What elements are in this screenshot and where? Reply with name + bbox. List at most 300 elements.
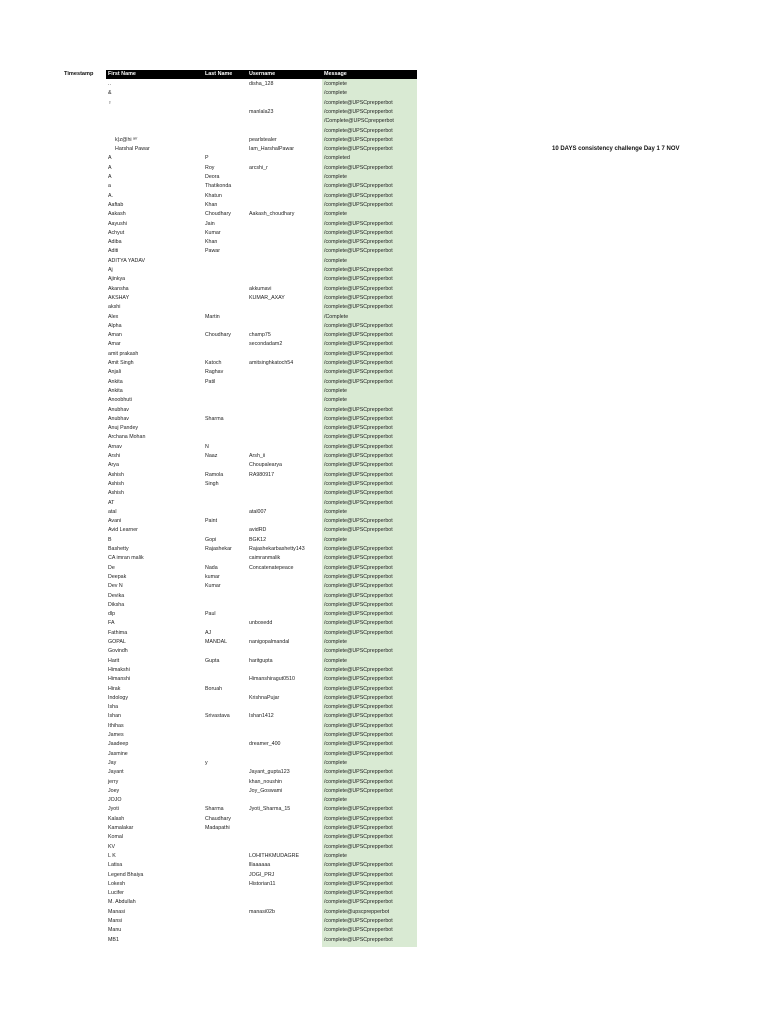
table-row bbox=[0, 471, 768, 480]
first-name-cell: KV bbox=[108, 843, 116, 850]
first-name-cell: Jayant bbox=[108, 769, 124, 776]
last-name-cell: N bbox=[205, 443, 209, 450]
first-name-cell: Aayushi bbox=[108, 220, 127, 227]
table-row bbox=[0, 629, 768, 638]
last-name-cell: MANDAL bbox=[205, 639, 228, 645]
table-row bbox=[0, 303, 768, 312]
message-cell: /complete@UPSCprepperbot bbox=[324, 304, 393, 311]
message-cell: /complete@UPSCprepperbot bbox=[324, 750, 393, 757]
first-name-cell: Achyut bbox=[108, 229, 125, 236]
table-row bbox=[0, 852, 768, 861]
last-name-cell: Kumar bbox=[205, 583, 221, 590]
message-cell: /complete@UPSCprepperbot bbox=[324, 471, 393, 478]
message-cell: /complete@UPSCprepperbot bbox=[324, 918, 393, 924]
message-cell: /complete bbox=[324, 90, 347, 97]
message-cell: /complete@UPSCprepperbot bbox=[324, 267, 393, 273]
first-name-cell: Ajinkya bbox=[108, 276, 126, 283]
first-name-cell: A bbox=[108, 174, 112, 180]
table-row bbox=[0, 685, 768, 694]
first-name-cell: Jasmine bbox=[108, 750, 128, 757]
message-cell: /complete@UPSCprepperbot bbox=[324, 229, 393, 236]
table-row bbox=[0, 675, 768, 684]
first-name-cell: Aj bbox=[108, 267, 113, 273]
table-row bbox=[0, 154, 768, 163]
username-cell: haritgupta bbox=[249, 657, 273, 664]
first-name-cell: Lucifer bbox=[108, 890, 124, 897]
table-row bbox=[0, 833, 768, 842]
last-name-cell: Boruah bbox=[205, 685, 223, 692]
first-name-cell: Ankita bbox=[108, 378, 123, 385]
message-cell: /complete bbox=[324, 174, 347, 180]
first-name-cell: B bbox=[108, 536, 112, 543]
first-name-cell: Diksha bbox=[108, 601, 125, 608]
table-row bbox=[0, 173, 768, 182]
first-name-cell: Ishan bbox=[108, 713, 121, 720]
first-name-cell: Fathima bbox=[108, 629, 128, 636]
last-name-cell: Khan bbox=[205, 239, 218, 246]
first-name-cell: Manu bbox=[108, 927, 122, 934]
username-cell: akkumavi bbox=[249, 285, 272, 292]
first-name-cell: Amit Singh bbox=[108, 360, 134, 366]
table-row bbox=[0, 564, 768, 573]
message-cell: /Complete bbox=[324, 313, 349, 320]
table-row bbox=[0, 601, 768, 610]
message-cell: /complete@UPSCprepperbot bbox=[324, 666, 393, 673]
table-row bbox=[0, 396, 768, 405]
table-row bbox=[0, 750, 768, 759]
first-name-cell: MB1 bbox=[108, 936, 119, 943]
message-cell: /complete@UPSCprepperbot bbox=[324, 276, 393, 283]
first-name-cell: Aditi bbox=[108, 248, 119, 255]
message-cell: /complete@UPSCprepperbot bbox=[324, 583, 393, 590]
table-row bbox=[0, 182, 768, 191]
message-cell: /complete@UPSCprepperbot bbox=[324, 732, 393, 738]
first-name-cell: .. bbox=[108, 81, 111, 87]
table-row bbox=[0, 89, 768, 98]
message-cell: /complete@UPSCprepperbot bbox=[324, 546, 393, 552]
table-row bbox=[0, 871, 768, 880]
first-name-cell: GOPAL bbox=[108, 639, 126, 645]
username-cell: dreamer_400 bbox=[249, 741, 281, 748]
last-name-cell: Choudhary bbox=[205, 332, 231, 339]
username-cell: LOHITHKMUDAGRE bbox=[249, 852, 300, 859]
table-row bbox=[0, 99, 768, 108]
challenge-note: 10 DAYS consistency challenge Day 1 7 NOV bbox=[552, 146, 680, 152]
table-row bbox=[0, 499, 768, 508]
username-cell: Aakash_choudhary bbox=[249, 211, 295, 218]
message-cell: /complete bbox=[324, 797, 347, 804]
message-cell: /complete@UPSCprepperbot bbox=[324, 434, 393, 441]
table-row bbox=[0, 210, 768, 219]
table-row bbox=[0, 917, 768, 926]
first-name-cell: Ankita bbox=[108, 387, 123, 394]
username-cell: Joy_Goswami bbox=[249, 787, 283, 794]
username-cell: RA980917 bbox=[249, 471, 275, 478]
username-cell: avidRD bbox=[249, 527, 267, 534]
table-row bbox=[0, 610, 768, 619]
first-name-cell: ADITYA YADAV bbox=[108, 257, 145, 264]
first-name-cell: A bbox=[108, 164, 112, 171]
first-name-cell: Legend Bhaiya bbox=[108, 871, 144, 878]
message-cell: /complete bbox=[324, 387, 347, 394]
message-cell: /complete@UPSCprepperbot bbox=[324, 769, 393, 776]
message-cell: /complete@UPSCprepperbot bbox=[324, 620, 393, 627]
message-cell: /complete bbox=[324, 508, 347, 515]
last-name-header: Last Name bbox=[205, 71, 233, 77]
first-name-cell: Govindh bbox=[108, 648, 128, 655]
table-row bbox=[0, 127, 768, 136]
message-cell: /complete bbox=[324, 257, 347, 264]
first-name-cell: M. Abdullah bbox=[108, 899, 136, 906]
first-name-cell: CA imran malik bbox=[108, 555, 144, 562]
message-cell: /complete@UPSCprepperbot bbox=[324, 592, 393, 599]
message-cell: /complete@UPSCprepperbot bbox=[324, 806, 393, 813]
table-row bbox=[0, 136, 768, 145]
message-cell: /complete@UPSCprepperbot bbox=[324, 871, 393, 878]
message-cell: /complete@UPSCprepperbot bbox=[324, 611, 393, 618]
first-name-cell: Arya bbox=[108, 462, 119, 469]
message-cell: /complete@UPSCprepperbot bbox=[324, 527, 393, 534]
table-row bbox=[0, 573, 768, 582]
table-row bbox=[0, 898, 768, 907]
table-row bbox=[0, 238, 768, 247]
table-row bbox=[0, 619, 768, 628]
last-name-cell: Naaz bbox=[205, 453, 218, 459]
table-row bbox=[0, 322, 768, 331]
message-cell: /complete@UPSCprepperbot bbox=[324, 322, 393, 329]
message-cell: /complete@UPSCprepperbot bbox=[324, 713, 393, 720]
message-cell: /complete bbox=[324, 657, 347, 664]
username-cell: Jayant_gupta123 bbox=[249, 769, 290, 776]
first-name-cell: Amar bbox=[108, 341, 121, 348]
first-name-cell: & bbox=[108, 90, 112, 97]
first-name-cell: jerry bbox=[108, 778, 119, 785]
first-name-cell: Kalash bbox=[108, 815, 125, 822]
message-cell: /complete@UPSCprepperbot bbox=[324, 685, 393, 692]
message-cell: /complete@UPSCprepperbot bbox=[324, 480, 393, 487]
last-name-cell: Paul bbox=[205, 611, 216, 618]
message-cell: /complete@UPSCprepperbot bbox=[324, 825, 393, 831]
first-name-cell: Aman bbox=[108, 332, 122, 339]
table-row bbox=[0, 285, 768, 294]
table-row bbox=[0, 666, 768, 675]
username-cell: nanigopalmandal bbox=[249, 639, 290, 645]
first-name-cell: dlp bbox=[108, 611, 116, 618]
first-name-cell: Hirak bbox=[108, 685, 121, 692]
first-name-cell: Himakshi bbox=[108, 666, 130, 673]
last-name-cell: Chaudhary bbox=[205, 815, 231, 822]
message-cell: /complete@UPSCprepperbot bbox=[324, 332, 393, 339]
message-cell: /complete@UPSCprepperbot bbox=[324, 843, 393, 850]
message-cell: /complete@UPSCprepperbot bbox=[324, 341, 393, 348]
last-name-cell: Gopi bbox=[205, 536, 217, 543]
first-name-cell: Jay bbox=[108, 759, 117, 766]
message-cell: /complete@UPSCprepperbot bbox=[324, 462, 393, 469]
last-name-cell: Choudhary bbox=[205, 211, 231, 218]
username-cell: Himanshiragut0510 bbox=[249, 676, 295, 683]
message-cell: /complete@UPSCprepperbot bbox=[324, 425, 393, 432]
message-cell: /complete@UPSCprepperbot bbox=[324, 146, 393, 153]
table-row bbox=[0, 787, 768, 796]
username-cell: Historian11 bbox=[249, 880, 276, 887]
username-cell: BGK12 bbox=[249, 536, 267, 543]
first-name-cell: atal bbox=[108, 508, 117, 515]
first-name-cell: Archana Mohan bbox=[108, 434, 146, 441]
message-cell: /complete@UPSCprepperbot bbox=[324, 220, 393, 227]
message-cell: /complete@UPSCprepperbot bbox=[324, 601, 393, 608]
first-name-cell: Devika bbox=[108, 592, 125, 599]
message-cell: /complete bbox=[324, 536, 347, 543]
first-name-cell: Anubhav bbox=[108, 415, 129, 422]
table-row bbox=[0, 489, 768, 498]
table-row bbox=[0, 722, 768, 731]
table-row bbox=[0, 889, 768, 898]
username-cell: Iam_HarshalPawar bbox=[249, 146, 295, 153]
table-row bbox=[0, 80, 768, 89]
first-name-cell: akshi bbox=[108, 304, 121, 311]
first-name-cell: Latisa bbox=[108, 862, 123, 869]
table-row bbox=[0, 908, 768, 917]
message-cell: /complete@UPSCprepperbot bbox=[324, 360, 393, 366]
last-name-cell: Pawar bbox=[205, 248, 221, 255]
first-name-cell: Bashetty bbox=[108, 546, 129, 552]
message-cell: /complete@UPSCprepperbot bbox=[324, 676, 393, 683]
first-name-cell: Manasi bbox=[108, 908, 126, 915]
table-row bbox=[0, 805, 768, 814]
table-row bbox=[0, 536, 768, 545]
message-cell: /complete bbox=[324, 759, 347, 766]
last-name-cell: Madapathi bbox=[205, 825, 230, 831]
table-row bbox=[0, 880, 768, 889]
last-name-cell: Ramola bbox=[205, 471, 224, 478]
message-cell: /complete@UPSCprepperbot bbox=[324, 201, 393, 208]
username-cell: atal007 bbox=[249, 508, 267, 515]
first-name-cell: Ashish bbox=[108, 471, 124, 478]
table-row bbox=[0, 694, 768, 703]
first-name-cell: Adiba bbox=[108, 239, 122, 246]
header-row bbox=[106, 70, 417, 79]
table-row bbox=[0, 359, 768, 368]
message-cell: /complete@UPSCprepperbot bbox=[324, 164, 393, 171]
last-name-cell: Singh bbox=[205, 480, 219, 487]
message-cell: /complete@UPSCprepperbot bbox=[324, 834, 393, 841]
username-cell: secondadam2 bbox=[249, 341, 283, 348]
table-row bbox=[0, 526, 768, 535]
table-row bbox=[0, 936, 768, 945]
message-cell: /complete@UPSCprepperbot bbox=[324, 518, 393, 525]
first-name-cell: amit prakash bbox=[108, 350, 139, 357]
message-cell: /completed bbox=[324, 155, 350, 162]
message-cell: /complete@upscprepperbot bbox=[324, 908, 390, 915]
table-row bbox=[0, 759, 768, 768]
last-name-cell: AJ bbox=[205, 629, 212, 636]
first-name-cell: James bbox=[108, 732, 124, 738]
first-name-cell: Alpha bbox=[108, 322, 122, 329]
table-row bbox=[0, 247, 768, 256]
first-name-cell: AT bbox=[108, 499, 115, 506]
message-cell: /complete@UPSCprepperbot bbox=[324, 648, 393, 655]
message-cell: /complete@UPSCprepperbot bbox=[324, 136, 393, 143]
last-name-cell: Rajashekar bbox=[205, 546, 232, 552]
message-cell: /complete@UPSCprepperbot bbox=[324, 880, 393, 887]
message-cell: /complete@UPSCprepperbot bbox=[324, 722, 393, 729]
first-name-cell: Alex bbox=[108, 313, 119, 320]
table-row bbox=[0, 592, 768, 601]
table-row bbox=[0, 824, 768, 833]
first-name-cell: Ashish bbox=[108, 480, 124, 487]
table-row bbox=[0, 331, 768, 340]
first-name-cell: JOJO bbox=[108, 797, 122, 804]
first-name-cell: a bbox=[108, 183, 111, 190]
first-name-cell: Jyoti bbox=[108, 806, 119, 813]
message-cell: /complete@UPSCprepperbot bbox=[324, 406, 393, 413]
last-name-cell: Srivastava bbox=[205, 713, 230, 720]
first-name-cell: De bbox=[108, 564, 115, 571]
first-name-cell: Kamalakar bbox=[108, 825, 134, 831]
table-row bbox=[0, 731, 768, 740]
table-row bbox=[0, 768, 768, 777]
first-name-cell: Joey bbox=[108, 787, 120, 794]
table-row bbox=[0, 796, 768, 805]
first-name-cell: Isha bbox=[108, 704, 119, 711]
table-row bbox=[0, 712, 768, 721]
first-name-cell: Anjali bbox=[108, 369, 121, 376]
message-cell: /complete@UPSCprepperbot bbox=[324, 629, 393, 636]
table-row bbox=[0, 350, 768, 359]
table-row bbox=[0, 545, 768, 554]
message-cell: /complete@UPSCprepperbot bbox=[324, 285, 393, 292]
message-cell: /complete@UPSCprepperbot bbox=[324, 704, 393, 711]
first-name-cell: L K bbox=[108, 852, 116, 859]
last-name-cell: Thatikonda bbox=[205, 183, 232, 190]
message-cell: /complete@UPSCprepperbot bbox=[324, 443, 393, 450]
last-name-cell: Gupta bbox=[205, 657, 220, 664]
last-name-cell: Martin bbox=[205, 313, 220, 320]
table-row bbox=[0, 647, 768, 656]
message-cell: /complete bbox=[324, 397, 347, 404]
table-row bbox=[0, 201, 768, 210]
username-cell: Choupalearya bbox=[249, 462, 282, 469]
last-name-cell: Jain bbox=[205, 220, 215, 227]
message-cell: /complete bbox=[324, 211, 347, 218]
last-name-cell: Sharma bbox=[205, 806, 224, 813]
table-row bbox=[0, 406, 768, 415]
message-cell: /complete@UPSCprepperbot bbox=[324, 899, 393, 906]
table-row bbox=[0, 378, 768, 387]
first-name-cell: AKSHAY bbox=[108, 294, 130, 301]
username-cell: Ishan1412 bbox=[249, 713, 274, 720]
message-cell: /complete@UPSCprepperbot bbox=[324, 815, 393, 822]
first-name-cell: Ashish bbox=[108, 490, 124, 497]
table-row bbox=[0, 843, 768, 852]
message-cell: /complete@UPSCprepperbot bbox=[324, 294, 393, 301]
message-cell: /complete@UPSCprepperbot bbox=[324, 927, 393, 934]
message-cell: /complete@UPSCprepperbot bbox=[324, 573, 393, 580]
first-name-cell: Ithihas bbox=[108, 722, 124, 729]
username-cell: amitsinghkatoch54 bbox=[249, 360, 294, 366]
table-row bbox=[0, 740, 768, 749]
table-row bbox=[0, 582, 768, 591]
username-cell: caimranmalik bbox=[249, 555, 281, 562]
table-row bbox=[0, 926, 768, 935]
table-row bbox=[0, 368, 768, 377]
first-name-cell: Akansha bbox=[108, 285, 129, 292]
first-name-cell: Aaftab bbox=[108, 201, 124, 208]
username-cell: KUMAR_AXAY bbox=[249, 294, 285, 301]
username-cell: champ75 bbox=[249, 332, 271, 339]
first-name-cell: Arnav bbox=[108, 443, 122, 450]
message-cell: /complete@UPSCprepperbot bbox=[324, 183, 393, 190]
table-row bbox=[0, 294, 768, 303]
table-row bbox=[0, 861, 768, 870]
message-cell: /complete@UPSCprepperbot bbox=[324, 741, 393, 748]
first-name-cell: Avani bbox=[108, 518, 122, 525]
first-name-cell: Deepak bbox=[108, 573, 127, 580]
table-row bbox=[0, 275, 768, 284]
message-cell: /complete@UPSCprepperbot bbox=[324, 239, 393, 246]
message-cell: /complete@UPSCprepperbot bbox=[324, 787, 393, 794]
timestamp-header: Timestamp bbox=[64, 71, 94, 77]
table-row bbox=[0, 638, 768, 647]
username-cell: Arsh_ii bbox=[249, 453, 266, 459]
table-row bbox=[0, 257, 768, 266]
username-cell: Rajashekarbashetty143 bbox=[249, 546, 305, 552]
message-cell: /complete@UPSCprepperbot bbox=[324, 499, 393, 506]
table-row bbox=[0, 387, 768, 396]
message-cell: /complete bbox=[324, 639, 347, 645]
message-cell: /Complete@UPSCprepperbot bbox=[324, 118, 394, 125]
last-name-cell: Roy bbox=[205, 164, 215, 171]
message-cell: /complete@UPSCprepperbot bbox=[324, 453, 393, 459]
first-name-cell: Dev N bbox=[108, 583, 123, 590]
message-cell: /complete@UPSCprepperbot bbox=[324, 248, 393, 255]
table-row bbox=[0, 108, 768, 117]
last-name-cell: Khatun bbox=[205, 192, 222, 199]
message-cell: /complete@UPSCprepperbot bbox=[324, 378, 393, 385]
last-name-cell: Patil bbox=[205, 378, 216, 385]
message-cell: /complete@UPSCprepperbot bbox=[324, 369, 393, 376]
table-row bbox=[0, 433, 768, 442]
table-row bbox=[0, 117, 768, 126]
table-row bbox=[0, 415, 768, 424]
table-row bbox=[0, 480, 768, 489]
last-name-cell: Katoch bbox=[205, 360, 222, 366]
first-name-cell: Lokesh bbox=[108, 880, 126, 887]
username-header: Username bbox=[249, 71, 276, 77]
first-name-cell: Anubhav bbox=[108, 406, 129, 413]
first-name-cell: Komal bbox=[108, 834, 124, 841]
username-cell: JOGI_PRJ bbox=[249, 871, 275, 878]
username-cell: lllaaaaaa bbox=[249, 862, 271, 869]
first-name-cell: Mansi bbox=[108, 918, 123, 924]
first-name-cell: Himanshi bbox=[108, 676, 131, 683]
message-cell: /complete@UPSCprepperbot bbox=[324, 127, 393, 134]
table-row bbox=[0, 340, 768, 349]
username-cell: KrishnaPujar bbox=[249, 694, 280, 701]
table-row bbox=[0, 554, 768, 563]
last-name-cell: Khan bbox=[205, 201, 218, 208]
message-cell: /complete bbox=[324, 81, 347, 87]
username-cell: Jyoti_Sharma_15 bbox=[249, 806, 291, 813]
first-name-cell: k)z@hi ᵃʳʳ bbox=[115, 136, 138, 143]
first-name-cell: A bbox=[108, 155, 112, 162]
last-name-cell: Deora bbox=[205, 174, 220, 180]
username-cell: arcshi_r bbox=[249, 164, 268, 171]
table-row bbox=[0, 517, 768, 526]
message-cell: /complete bbox=[324, 852, 347, 859]
message-cell: /complete@UPSCprepperbot bbox=[324, 99, 393, 106]
username-cell: khan_noushin bbox=[249, 778, 282, 785]
